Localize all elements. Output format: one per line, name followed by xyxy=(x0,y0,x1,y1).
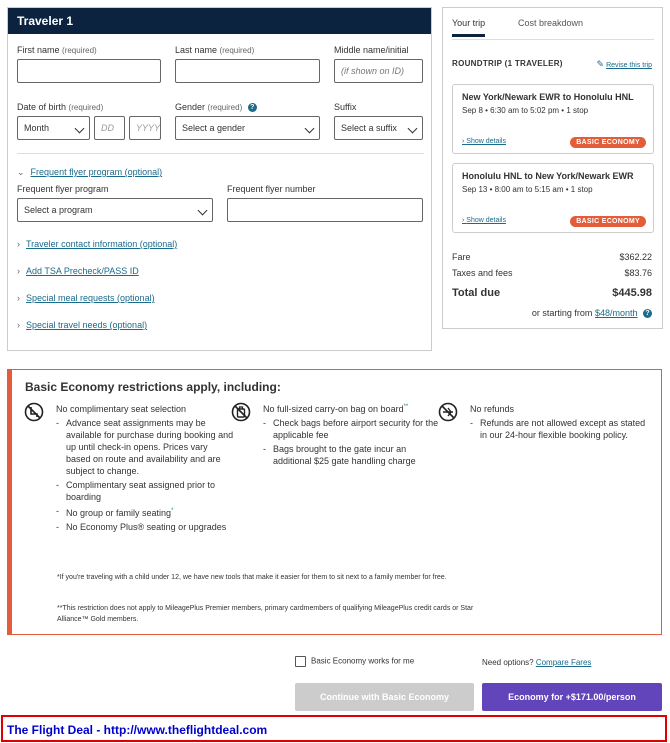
continue-basic-economy-button[interactable]: Continue with Basic Economy xyxy=(295,683,474,711)
ffp-value: Select a program xyxy=(24,205,93,215)
first-name-label-text: First name xyxy=(17,45,60,55)
traveler-header: Traveler 1 xyxy=(8,8,431,34)
footnote-child: *If you're traveling with a child under 12, we have new tools that make it easier for them to sit next to a family member for free. xyxy=(57,574,447,581)
show-details-link[interactable]: › Show details xyxy=(462,138,506,145)
traveler-card xyxy=(7,7,432,351)
list-item-text: No group or family seating xyxy=(66,508,172,518)
divider xyxy=(17,153,424,154)
dob-month-select[interactable] xyxy=(17,116,90,140)
flight-segment xyxy=(452,84,654,154)
list-item: - Advance seat assignments may be available for purchase during booking and up until check-in opens. Prices vary based on route and availability and are subject to change. xyxy=(56,417,234,477)
monthly-payment xyxy=(532,308,652,318)
first-name-label xyxy=(17,45,97,55)
show-details-label: Show details xyxy=(466,217,506,224)
expander-label: Special meal requests (optional) xyxy=(26,293,155,303)
gender-label xyxy=(175,102,257,112)
basic-economy-checkbox[interactable] xyxy=(295,656,306,667)
restriction-list xyxy=(470,417,650,443)
watermark-text: The Flight Deal - http://www.theflightdeal.com xyxy=(7,723,268,737)
gender-select[interactable] xyxy=(175,116,320,140)
show-details-link[interactable]: › Show details xyxy=(462,217,506,224)
last-name-label xyxy=(175,45,254,55)
ffp-label: Frequent flyer program xyxy=(17,184,109,194)
fare-value: $362.22 xyxy=(619,252,652,262)
required-tag: (required) xyxy=(219,46,255,55)
expander-meal[interactable] xyxy=(17,293,155,303)
list-item: - Refunds are not allowed except as stated in our 24-hour flexible booking policy. xyxy=(470,417,650,441)
starting-prefix: or starting from xyxy=(531,308,593,318)
show-details-label: Show details xyxy=(466,138,506,145)
ffn-input[interactable] xyxy=(227,198,423,222)
chevron-right-icon: › xyxy=(17,293,20,303)
taxes-row xyxy=(452,268,652,278)
expander-label: Special travel needs (optional) xyxy=(26,320,148,330)
dob-day-input[interactable]: DD xyxy=(94,116,125,140)
middle-name-input[interactable]: (if shown on ID) xyxy=(334,59,423,83)
need-options xyxy=(482,658,591,667)
last-name-label-text: Last name xyxy=(175,45,218,55)
footnote-carry-on: **This restriction does not apply to MileagePlus Premier members, primary cardmembers of qualifying MileagePlus credit cards or Star Alliance™ Gold members. xyxy=(57,605,474,623)
chevron-right-icon: › xyxy=(17,266,20,276)
chevron-right-icon: › xyxy=(17,239,20,249)
list-item xyxy=(56,505,234,519)
no-seat-icon xyxy=(24,402,44,422)
expander-label: Traveler contact information (optional) xyxy=(26,239,178,249)
list-item: - Check bags before airport security for the applicable fee xyxy=(263,417,441,441)
total-value: $445.98 xyxy=(612,287,652,299)
trip-summary-card xyxy=(442,7,663,329)
last-name-input[interactable] xyxy=(175,59,320,83)
required-tag: (required) xyxy=(62,46,97,55)
restrictions-title: Basic Economy restrictions apply, including: xyxy=(25,380,281,394)
trip-title: ROUNDTRIP (1 TRAVELER) xyxy=(452,59,563,68)
ffp-select[interactable] xyxy=(17,198,213,222)
gender-label-text: Gender xyxy=(175,102,206,112)
first-name-input[interactable] xyxy=(17,59,161,83)
compare-fares-link[interactable]: Compare Fares xyxy=(535,658,592,667)
revise-trip-label: Revise this trip xyxy=(606,62,652,69)
flight-segment xyxy=(452,163,654,233)
total-label: Total due xyxy=(452,287,501,299)
info-icon[interactable]: ? xyxy=(643,309,652,318)
chevron-right-icon: › xyxy=(17,320,20,330)
list-item: - Bags brought to the gate incur an additional $25 gate handling charge xyxy=(263,443,441,467)
required-tag: (required) xyxy=(68,103,104,112)
segment-route: Honolulu HNL to New York/Newark EWR xyxy=(462,171,634,181)
ffp-toggle[interactable] xyxy=(17,167,162,178)
need-options-label: Need options? xyxy=(482,658,534,667)
info-icon[interactable]: ? xyxy=(248,103,257,112)
expander-tsa[interactable] xyxy=(17,266,139,276)
basic-economy-restrictions xyxy=(7,369,662,635)
suffix-value: Select a suffix xyxy=(341,123,397,133)
list-item: - Complimentary seat assigned prior to boarding xyxy=(56,479,234,503)
economy-upgrade-button[interactable]: Economy for +$171.00/person xyxy=(482,683,662,711)
fare-label: Fare xyxy=(452,252,471,262)
gender-value: Select a gender xyxy=(182,123,246,133)
edit-icon: ✎ xyxy=(596,59,605,69)
chevron-down-icon xyxy=(198,206,208,216)
basic-economy-checkbox-row[interactable] xyxy=(295,656,414,667)
expander-contact-info[interactable] xyxy=(17,239,177,249)
expander-travel-needs[interactable] xyxy=(17,320,147,330)
basic-economy-badge: BASIC ECONOMY xyxy=(570,137,646,148)
restriction-list xyxy=(56,417,234,535)
basic-economy-badge: BASIC ECONOMY xyxy=(570,216,646,227)
footnote-mark: ** xyxy=(403,404,409,410)
list-item: - No Economy Plus® seating or upgrades xyxy=(56,521,234,533)
chevron-down-icon: ⌄ xyxy=(17,167,25,177)
ffp-toggle-label: Frequent flyer program (optional) xyxy=(30,167,163,177)
restriction-heading xyxy=(263,404,408,414)
chevron-down-icon xyxy=(305,124,315,134)
no-refund-icon xyxy=(438,402,458,422)
segment-route: New York/Newark EWR to Honolulu HNL xyxy=(462,92,634,102)
revise-trip-link[interactable] xyxy=(597,59,652,70)
segment-time: Sep 13 • 8:00 am to 5:15 am • 1 stop xyxy=(462,185,593,194)
tab-your-trip[interactable]: Your trip xyxy=(452,18,485,37)
suffix-select[interactable] xyxy=(334,116,423,140)
no-carry-on-icon xyxy=(231,402,251,422)
monthly-payment-link[interactable]: $48/month xyxy=(594,308,638,318)
suffix-label: Suffix xyxy=(334,102,357,112)
restriction-heading-text: No full-sized carry-on bag on board xyxy=(263,404,404,414)
middle-name-label: Middle name/initial xyxy=(334,45,409,55)
segment-time: Sep 8 • 6:30 am to 5:02 pm • 1 stop xyxy=(462,106,589,115)
watermark-banner xyxy=(1,715,667,742)
dob-month-value: Month xyxy=(24,123,50,133)
dob-label xyxy=(17,102,103,112)
trip-tabs xyxy=(452,18,654,40)
dob-label-text: Date of birth xyxy=(17,102,67,112)
total-row xyxy=(452,287,652,299)
restriction-heading: No complimentary seat selection xyxy=(56,404,187,414)
restriction-heading: No refunds xyxy=(470,404,515,414)
required-tag: (required) xyxy=(207,103,243,112)
restriction-list xyxy=(263,417,441,469)
ffn-label: Frequent flyer number xyxy=(227,184,316,194)
dob-year-input[interactable]: YYYY xyxy=(129,116,161,140)
chevron-down-icon xyxy=(408,124,418,134)
expander-label: Add TSA Precheck/PASS ID xyxy=(26,266,139,276)
fare-row xyxy=(452,252,652,262)
chevron-down-icon xyxy=(75,124,85,134)
taxes-value: $83.76 xyxy=(624,268,652,278)
footnote-mark: * xyxy=(171,508,174,514)
checkbox-label: Basic Economy works for me xyxy=(311,656,415,666)
tab-cost-breakdown[interactable]: Cost breakdown xyxy=(518,18,584,28)
taxes-label: Taxes and fees xyxy=(452,268,513,278)
